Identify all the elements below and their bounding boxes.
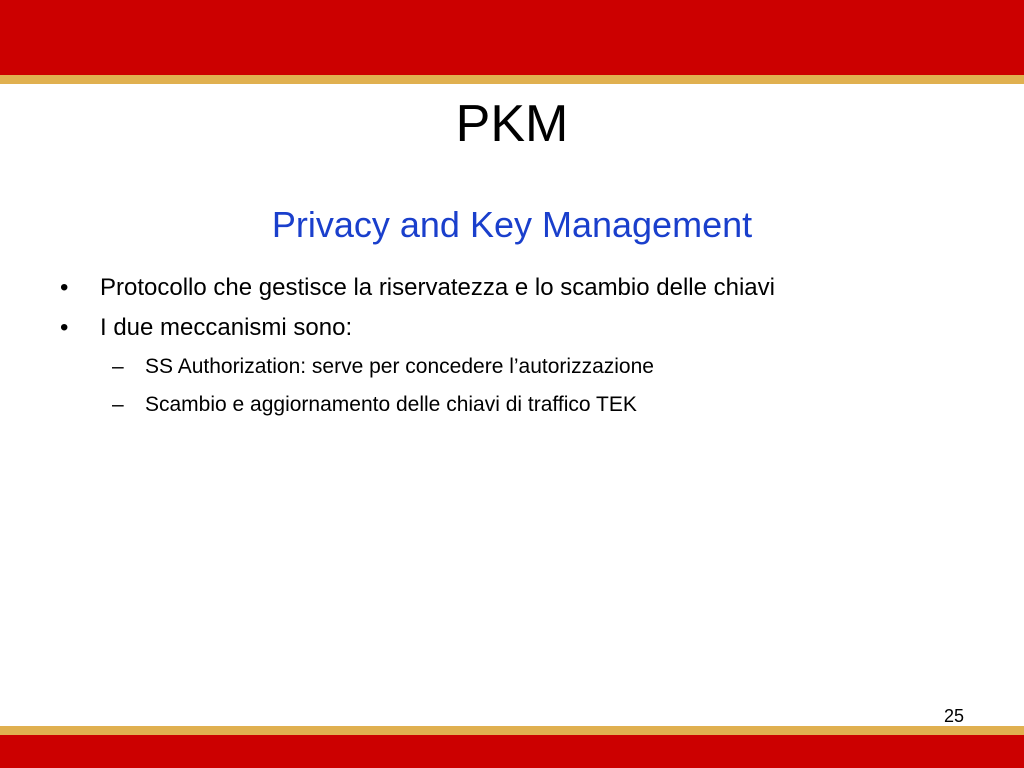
sub-bullet-list: [0, 348, 1024, 424]
slide-title: PKM: [455, 95, 569, 153]
page-number: 25: [943, 706, 964, 726]
sub-bullet-item: [0, 386, 1024, 424]
bullet-text: Protocollo che gestisce la riservatezza e lo scambio delle chiavi: [100, 274, 775, 301]
bottom-gold-stripe: [0, 726, 1024, 735]
sub-bullet-marker: –: [112, 393, 124, 416]
sub-bullet-item: [0, 348, 1024, 386]
bullet-item: [0, 268, 1024, 308]
sub-bullet-text: SS Authorization: serve per concedere l’autorizzazione: [145, 355, 654, 378]
top-gold-stripe: [0, 75, 1024, 84]
bullet-marker: •: [60, 274, 69, 301]
sub-bullet-marker: –: [112, 355, 124, 378]
bottom-red-band: [0, 735, 1024, 768]
bullet-text: I due meccanismi sono:: [100, 314, 353, 341]
bullet-marker: •: [60, 314, 69, 341]
top-red-band: [0, 0, 1024, 75]
sub-bullet-text: Scambio e aggiornamento delle chiavi di traffico TEK: [145, 393, 637, 416]
slide-subtitle: Privacy and Key Management: [271, 204, 753, 245]
sub-bullet-group: [0, 348, 1024, 424]
bullet-list: [0, 268, 1024, 424]
bullet-item: [0, 308, 1024, 348]
